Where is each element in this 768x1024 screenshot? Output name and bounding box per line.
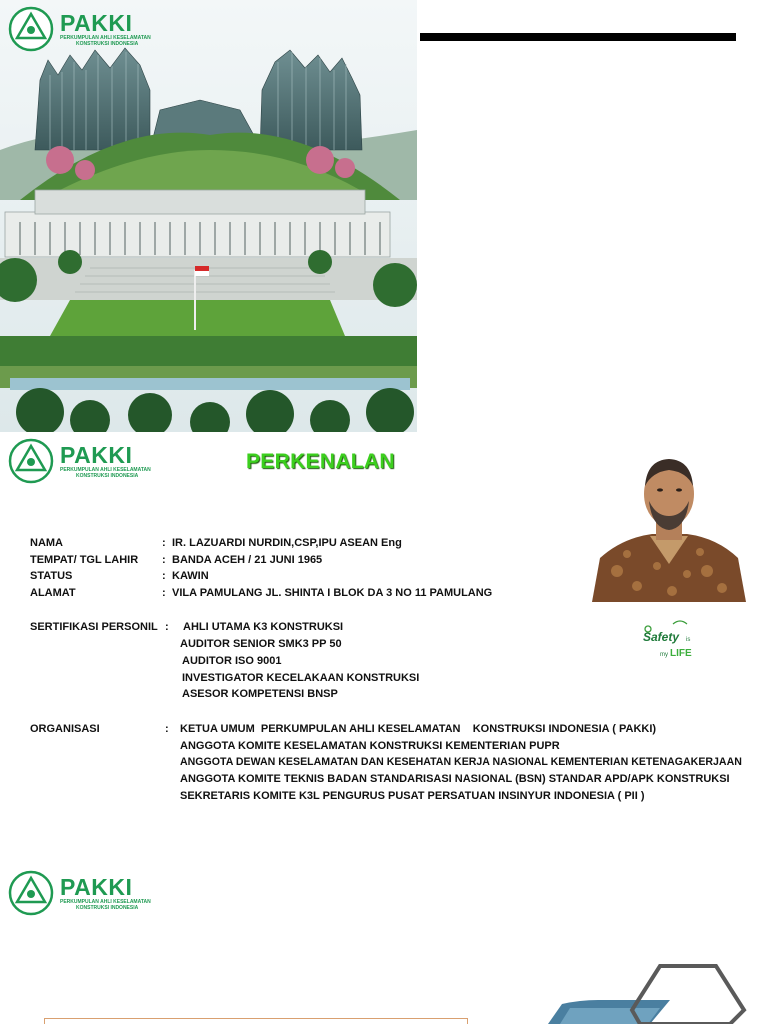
slide-cover [0,0,768,432]
brand-subtitle-2: KONSTRUKSI INDONESIA [76,905,139,911]
safety-word: Safety [643,630,680,644]
field-value-alamat: VILA PAMULANG JL. SHINTA I BLOK DA 3 NO 11 PAMULANG [172,587,493,599]
organisasi-item: ANGGOTA DEWAN KESELAMATAN DAN KESEHATAN KERJA NASIONAL KEMENTERIAN KETENAGAKERJAAN [180,756,742,768]
page-title: PERKENALAN [246,450,395,473]
sertifikasi-item: AUDITOR ISO 9001 [182,655,282,667]
brand-subtitle-2: KONSTRUKSI INDONESIA [76,41,139,47]
life-word: LIFE [670,648,692,659]
field-value-status: KAWIN [172,570,209,582]
brand-name: PAKKI [60,874,133,900]
field-label-alamat: ALAMAT [30,587,76,599]
pakki-emblem-icon [8,870,54,916]
field-label-ttl: TEMPAT/ TGL LAHIR [30,554,139,566]
field-label-nama: NAMA [30,537,63,549]
sertifikasi-item: AUDITOR SENIOR SMK3 PP 50 [180,638,342,650]
brand-subtitle: PERKUMPULAN AHLI KESELAMATAN [60,899,151,905]
organisasi-item: ANGGOTA KOMITE TEKNIS BADAN STANDARISASI NASIONAL (BSN) STANDAR APD/APK KONSTRUKSI [180,773,730,785]
slide-perkenalan: PAKKI PERKUMPULAN AHLI KESELAMATAN KONSTRUKSI INDONESIA PERKENALAN NAMA : IR. LAZUARDI NURDIN,CSP,IPU ASEAN Eng TEMPAT/ TGL LAHIR : BANDA ACEH / 21 JUNI 1965 STATUS : KAWIN ALAMAT : VILA PAMULANG JL. SHINTA I BLOK DA 3 NO 11 PAMULANG SERTIFIKASI PERSONIL : AHLI UTAMA K3 KONSTRUKSI AUDITOR SENIOR SMK3 PP 50 AUDITOR ISO 9001 INVESTIGATOR KECELAKAAN KONSTRUKSI ASESOR KOMPETENSI BNSP ORGANISASI : KETUA UMUM PERKUMPULAN AHLI KESELAMATAN KONSTRUKSI INDONESIA ( PAKKI) ANGGOTA KOMITE KESELAMATAN KONSTRUKSI KEMENTERIAN PUPR ANGGOTA DEWAN KESELAMATAN DAN KESEHATAN KERJA NASIONAL KEMENTERIAN KETENAGAKERJAAN ANGGOTA KOMITE TEKNIS BADAN STANDARISASI NASIONAL (BSN) STANDAR APD/APK KONSTRUKSI SEKRETARIS KOMITE K3L PENGURUS PUSAT PERSATUAN INSINYUR INDONESIA ( PII ) Safety is my LIFE [0,432,768,844]
hexagon-graphic [540,962,750,1024]
slide-next [0,844,768,1024]
brand-name: PAKKI [60,10,133,36]
field-label-status: STATUS [30,570,73,582]
field-value-ttl: BANDA ACEH / 21 JUNI 1965 [172,554,323,566]
my-word: my [660,652,668,658]
brand-name: PAKKI [60,442,133,468]
organisasi-item: SEKRETARIS KOMITE K3L PENGURUS PUSAT PERSATUAN INSINYUR INDONESIA ( PII ) [180,790,645,802]
field-value-nama: IR. LAZUARDI NURDIN,CSP,IPU ASEAN Eng [172,537,402,549]
sertifikasi-item: AHLI UTAMA K3 KONSTRUKSI [183,621,344,633]
portrait-photo [592,446,746,602]
organisasi-item: ANGGOTA KOMITE KESELAMATAN KONSTRUKSI KEMENTERIAN PUPR [180,740,560,752]
organisasi-item: KETUA UMUM PERKUMPULAN AHLI KESELAMATAN KONSTRUKSI INDONESIA ( PAKKI) [180,723,657,735]
pakki-logo [8,438,151,484]
sertifikasi-item: ASESOR KOMPETENSI BNSP [182,688,338,700]
sertifikasi-item: INVESTIGATOR KECELAKAAN KONSTRUKSI [182,672,420,684]
content-frame [44,1018,468,1024]
capital-building-illustration [0,0,417,432]
brand-subtitle-2: KONSTRUKSI INDONESIA [76,473,139,479]
sertifikasi-label: SERTIFIKASI PERSONIL [30,621,158,633]
organisasi-label: ORGANISASI [30,723,100,735]
brand-subtitle: PERKUMPULAN AHLI KESELAMATAN [60,467,151,473]
pakki-logo [8,6,151,52]
is-word: is [686,637,691,643]
brand-subtitle: PERKUMPULAN AHLI KESELAMATAN [60,35,151,41]
black-divider [420,33,736,41]
pakki-emblem-icon [8,6,54,52]
pakki-logo [8,870,151,916]
pakki-emblem-icon [8,438,54,484]
safety-is-my-life-logo [640,618,700,662]
